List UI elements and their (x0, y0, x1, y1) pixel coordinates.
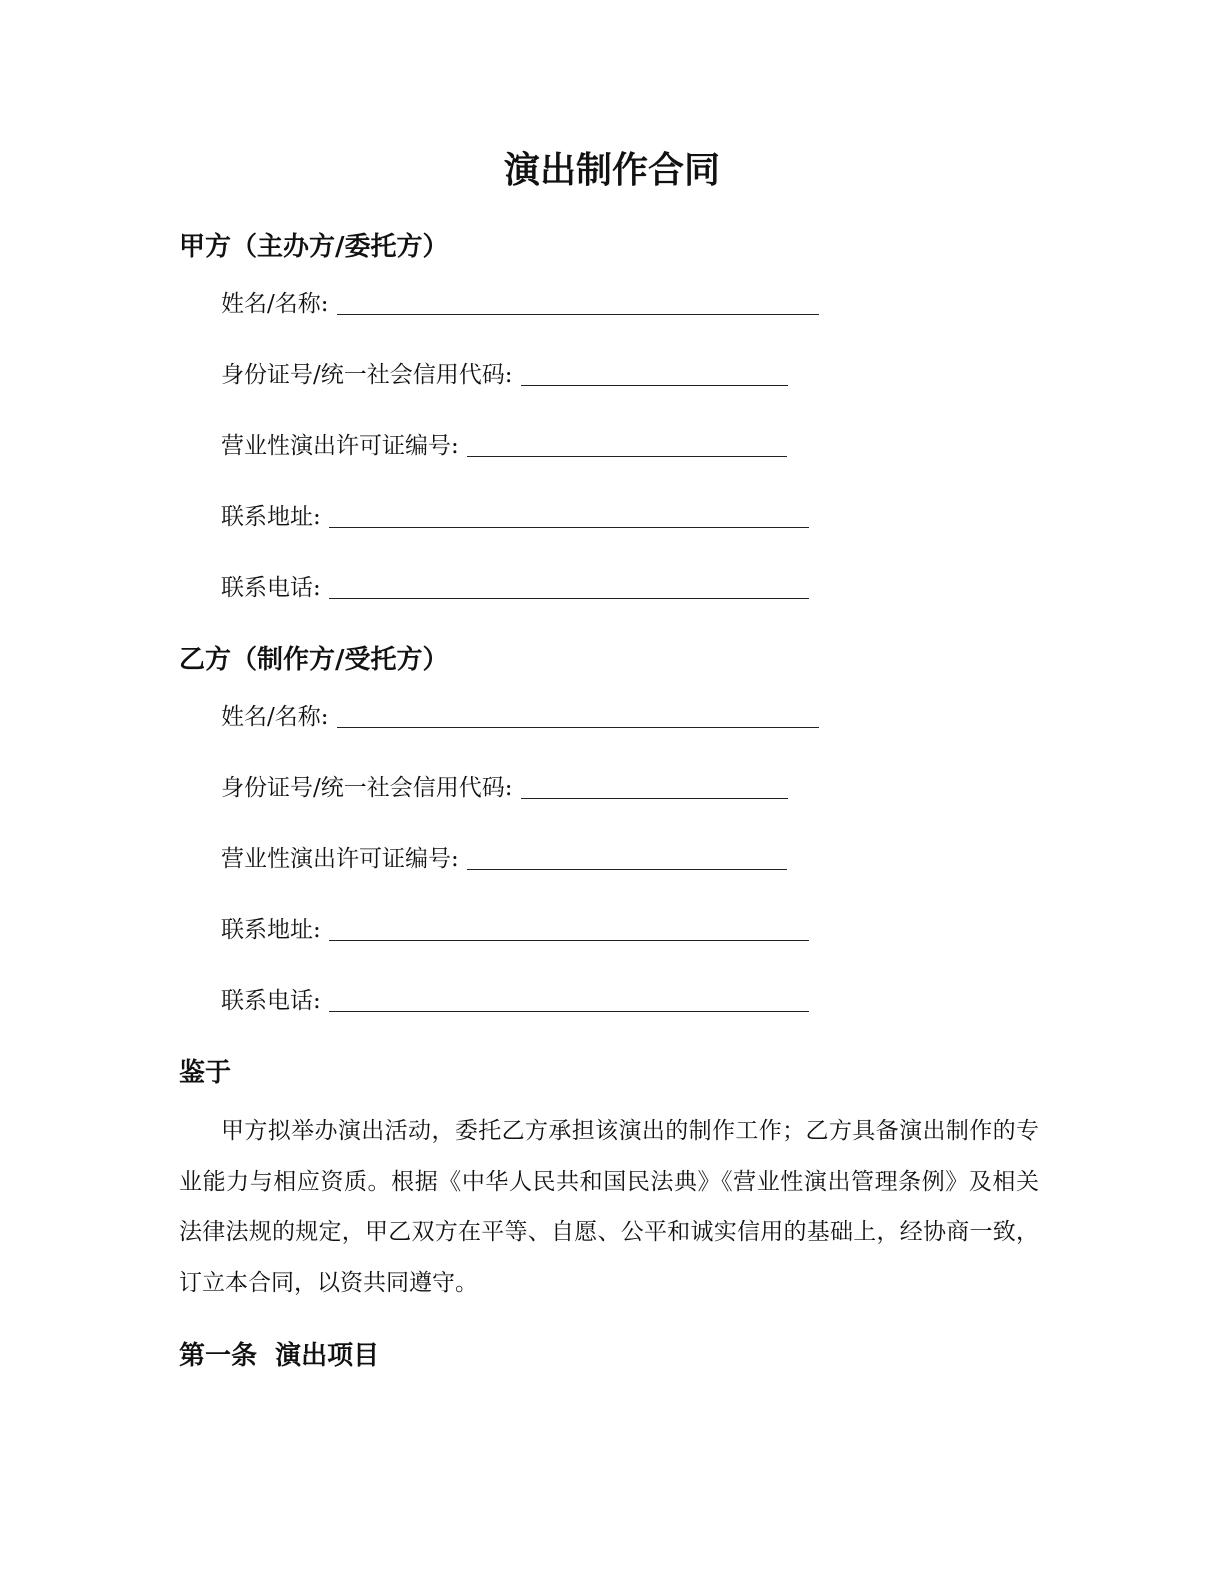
party-a-license-field[interactable] (221, 425, 787, 461)
party-a-id-field[interactable] (221, 354, 788, 390)
field-label: 姓名/名称: (221, 290, 329, 317)
party-b-license-field[interactable] (221, 838, 787, 874)
fill-in-blank[interactable] (521, 355, 788, 386)
party-b-id-field[interactable] (221, 767, 788, 803)
whereas-heading: 鉴于 (179, 1058, 232, 1088)
field-label: 营业性演出许可证编号: (221, 845, 459, 872)
party-a-address-field[interactable] (221, 496, 809, 532)
party-b-phone-field[interactable] (221, 980, 809, 1016)
fill-in-blank[interactable] (467, 839, 787, 870)
party-a-name-field[interactable] (221, 283, 819, 319)
fill-in-blank[interactable] (329, 910, 809, 941)
field-label: 姓名/名称: (221, 703, 329, 730)
party-a-phone-field[interactable] (221, 567, 809, 603)
party-b-heading: 乙方（制作方/受托方） (179, 645, 449, 675)
fill-in-blank[interactable] (329, 568, 809, 599)
party-a-heading: 甲方（主办方/委托方） (179, 232, 449, 262)
field-label: 联系电话: (221, 987, 321, 1014)
fill-in-blank[interactable] (329, 497, 809, 528)
field-label: 身份证号/统一社会信用代码: (221, 774, 513, 801)
whereas-paragraph: 甲方拟举办演出活动，委托乙方承担该演出的制作工作；乙方具备演出制作的专业能力与相应资质。根据《中华人民共和国民法典》《营业性演出管理条例》及相关法律法规的规定，甲乙双方在平等、自愿、公平和诚实信用的基础上，经协商一致，订立本合同，以资共同遵守。 (179, 1118, 1039, 1296)
field-label: 联系地址: (221, 916, 321, 943)
document-title: 演出制作合同 (503, 150, 720, 191)
fill-in-blank[interactable] (467, 426, 787, 457)
fill-in-blank[interactable] (521, 768, 788, 799)
field-label: 身份证号/统一社会信用代码: (221, 361, 513, 388)
field-label: 联系地址: (221, 503, 321, 530)
fill-in-blank[interactable] (337, 284, 819, 315)
fill-in-blank[interactable] (337, 697, 819, 728)
party-b-address-field[interactable] (221, 909, 809, 945)
party-b-name-field[interactable] (221, 696, 819, 732)
article-1-heading: 第一条 演出项目 (179, 1341, 380, 1371)
field-label: 营业性演出许可证编号: (221, 432, 459, 459)
field-label: 联系电话: (221, 574, 321, 601)
fill-in-blank[interactable] (329, 981, 809, 1012)
